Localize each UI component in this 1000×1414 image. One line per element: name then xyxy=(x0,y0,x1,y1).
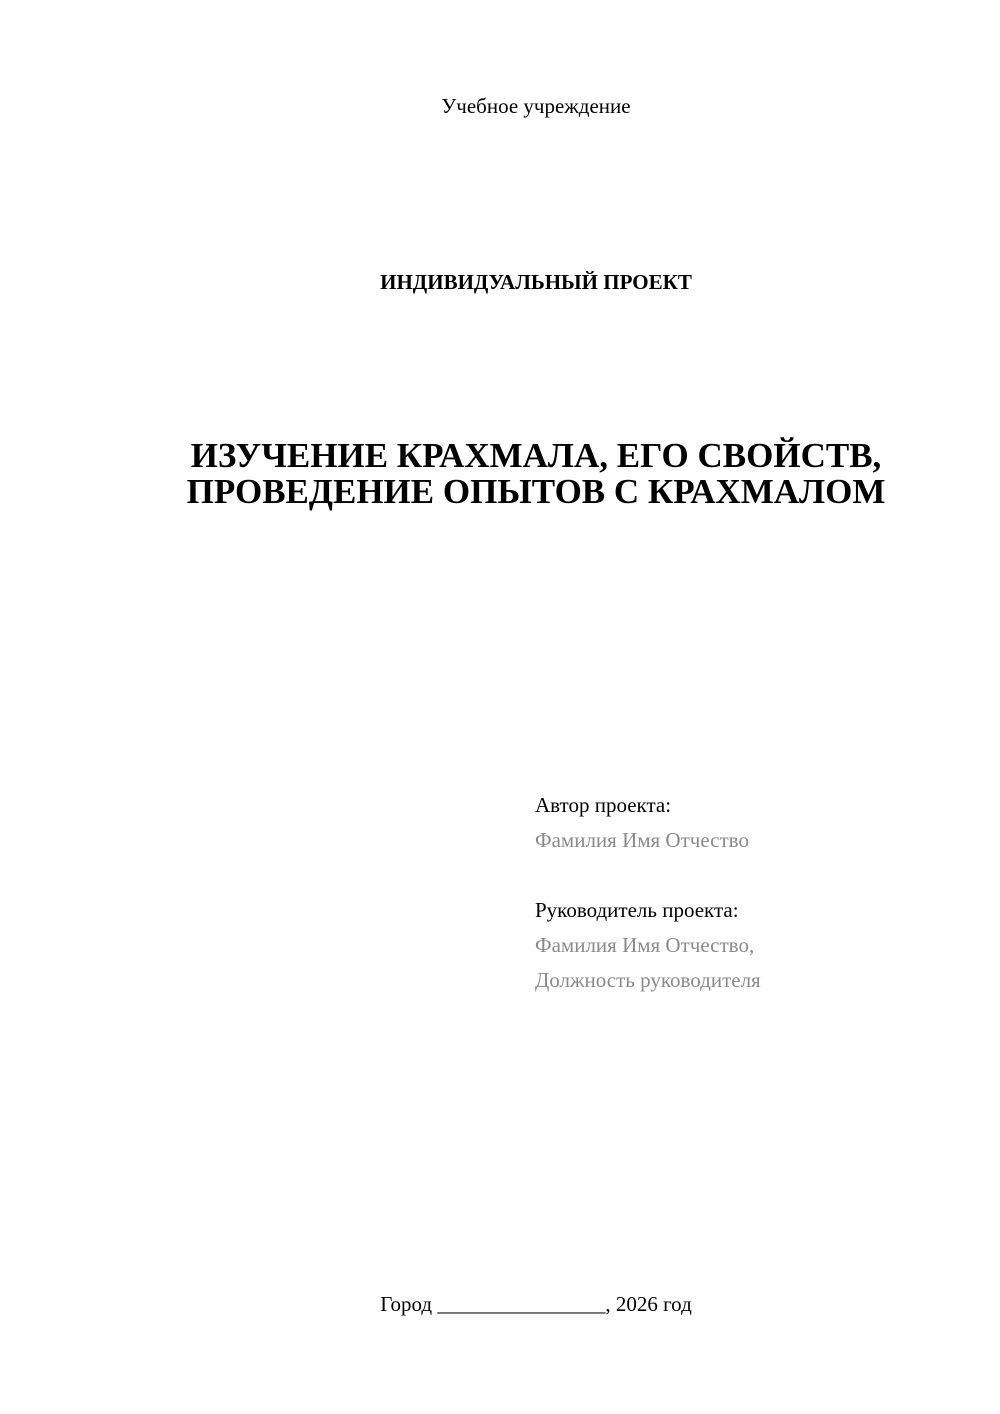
city-year-footer: Город ________________, 2026 год xyxy=(380,1292,692,1316)
project-credits xyxy=(535,788,975,998)
author-name: Фамилия Имя Отчество xyxy=(535,828,749,852)
supervisor-name: Фамилия Имя Отчество, xyxy=(535,933,755,957)
project-title-line-1: ИЗУЧЕНИЕ КРАХМАЛА, ЕГО СВОЙСТВ, xyxy=(190,436,882,475)
credits-spacer xyxy=(535,858,975,893)
supervisor-position: Должность руководителя xyxy=(535,968,761,992)
supervisor-label: Руководитель проекта: xyxy=(535,898,739,922)
author-label: Автор проекта: xyxy=(535,793,672,817)
project-title-line-2: ПРОВЕДЕНИЕ ОПЫТОВ С КРАХМАЛОМ xyxy=(186,472,886,511)
document-type-heading: ИНДИВИДУАЛЬНЫЙ ПРОЕКТ xyxy=(380,270,692,294)
institution-name: Учебное учреждение xyxy=(441,94,631,118)
project-title xyxy=(0,438,1000,510)
